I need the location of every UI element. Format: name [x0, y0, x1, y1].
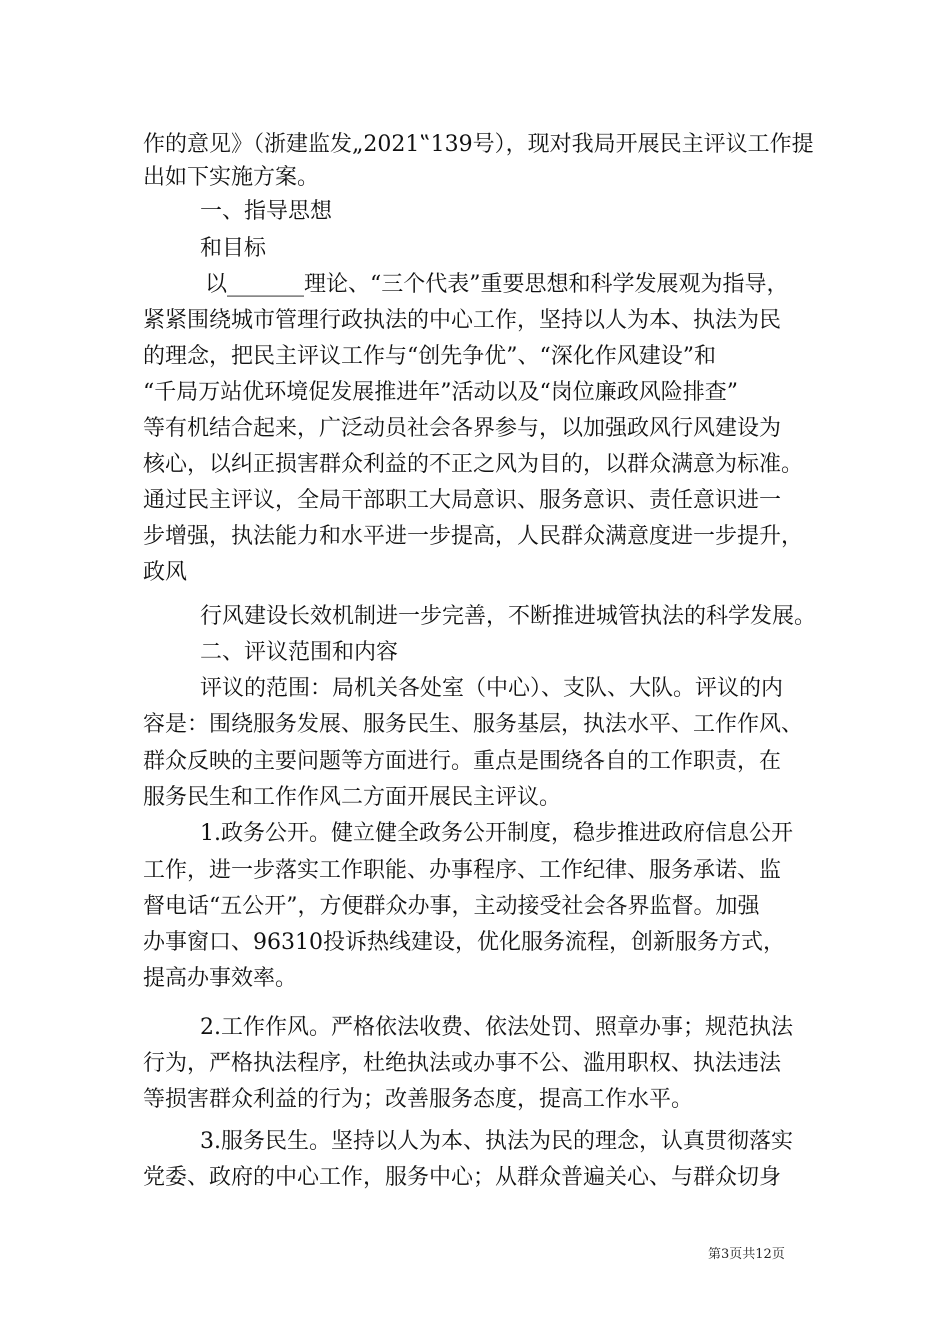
text-line: 政风 [143, 560, 188, 585]
text-line: 的理念，把民主评议工作与“创先争优”、“深化作风建设”和 [143, 344, 716, 369]
text-line: 以_______理论、“三个代表”重要思想和科学发展观为指导， [205, 272, 789, 297]
text-line: 行风建设长效机制进一步完善，不断推进城管执法的科学发展。 [200, 604, 817, 629]
text-line: 紧紧围绕城市管理行政执法的中心工作，坚持以人为本、执法为民 [143, 308, 782, 333]
text-line: 党委、政府的中心工作，服务中心；从群众普遍关心、与群众切身 [143, 1165, 782, 1190]
text-line: 步增强，执法能力和水平进一步提高，人民群众满意度进一步提升， [143, 524, 804, 549]
text-line: 提高办事效率。 [143, 966, 298, 991]
section-heading: 一、指导思想 [200, 199, 333, 224]
text-line: 行为，严格执法程序，杜绝执法或办事不公、滥用职权、执法违法 [143, 1051, 782, 1076]
page-number: 第3页共12页 [708, 1247, 785, 1262]
text-line: 2.工作作风。严格依法收费、依法处罚、照章办事；规范执法 [200, 1015, 793, 1040]
text-line: 工作，进一步落实工作职能、办事程序、工作纪律、服务承诺、监 [143, 858, 782, 883]
text-line: 群众反映的主要问题等方面进行。重点是围绕各自的工作职责，在 [143, 749, 782, 774]
text-line: 容是：围绕服务发展、服务民生、服务基层，执法水平、工作作风、 [143, 712, 804, 737]
text-line: 和目标 [200, 236, 267, 261]
text-line: 评议的范围：局机关各处室（中心）、支队、大队。评议的内 [200, 676, 784, 701]
text-line: “千局万站优环境促发展推进年”活动以及“岗位廉政风险排查” [143, 380, 738, 405]
text-line: 督电话“五公开”，方便群众办事，主动接受社会各界监督。加强 [143, 894, 760, 919]
text-line: 通过民主评议，全局干部职工大局意识、服务意识、责任意识进一 [143, 488, 782, 513]
text-line: 办事窗口、96310投诉热线建设，优化服务流程，创新服务方式， [143, 930, 785, 955]
text-line: 作的意见》（浙建监发„2021‟139号），现对我局开展民主评议工作提出如下实施方案。 [143, 132, 814, 190]
section-heading: 二、评议范围和内容 [200, 640, 399, 665]
text-line: 等有机结合起来，广泛动员社会各界参与，以加强政风行风建设为 [143, 416, 782, 441]
text-line: 1.政务公开。健立健全政务公开制度，稳步推进政府信息公开 [200, 821, 793, 846]
text-line: 核心，以纠正损害群众利益的不正之风为目的，以群众满意为标准。 [143, 452, 804, 477]
text-line: 等损害群众利益的行为；改善服务态度，提高工作水平。 [143, 1087, 694, 1112]
text-line: 3.服务民生。坚持以人为本、执法为民的理念，认真贯彻落实 [200, 1129, 793, 1154]
text-line: 服务民生和工作作风二方面开展民主评议。 [143, 785, 562, 810]
